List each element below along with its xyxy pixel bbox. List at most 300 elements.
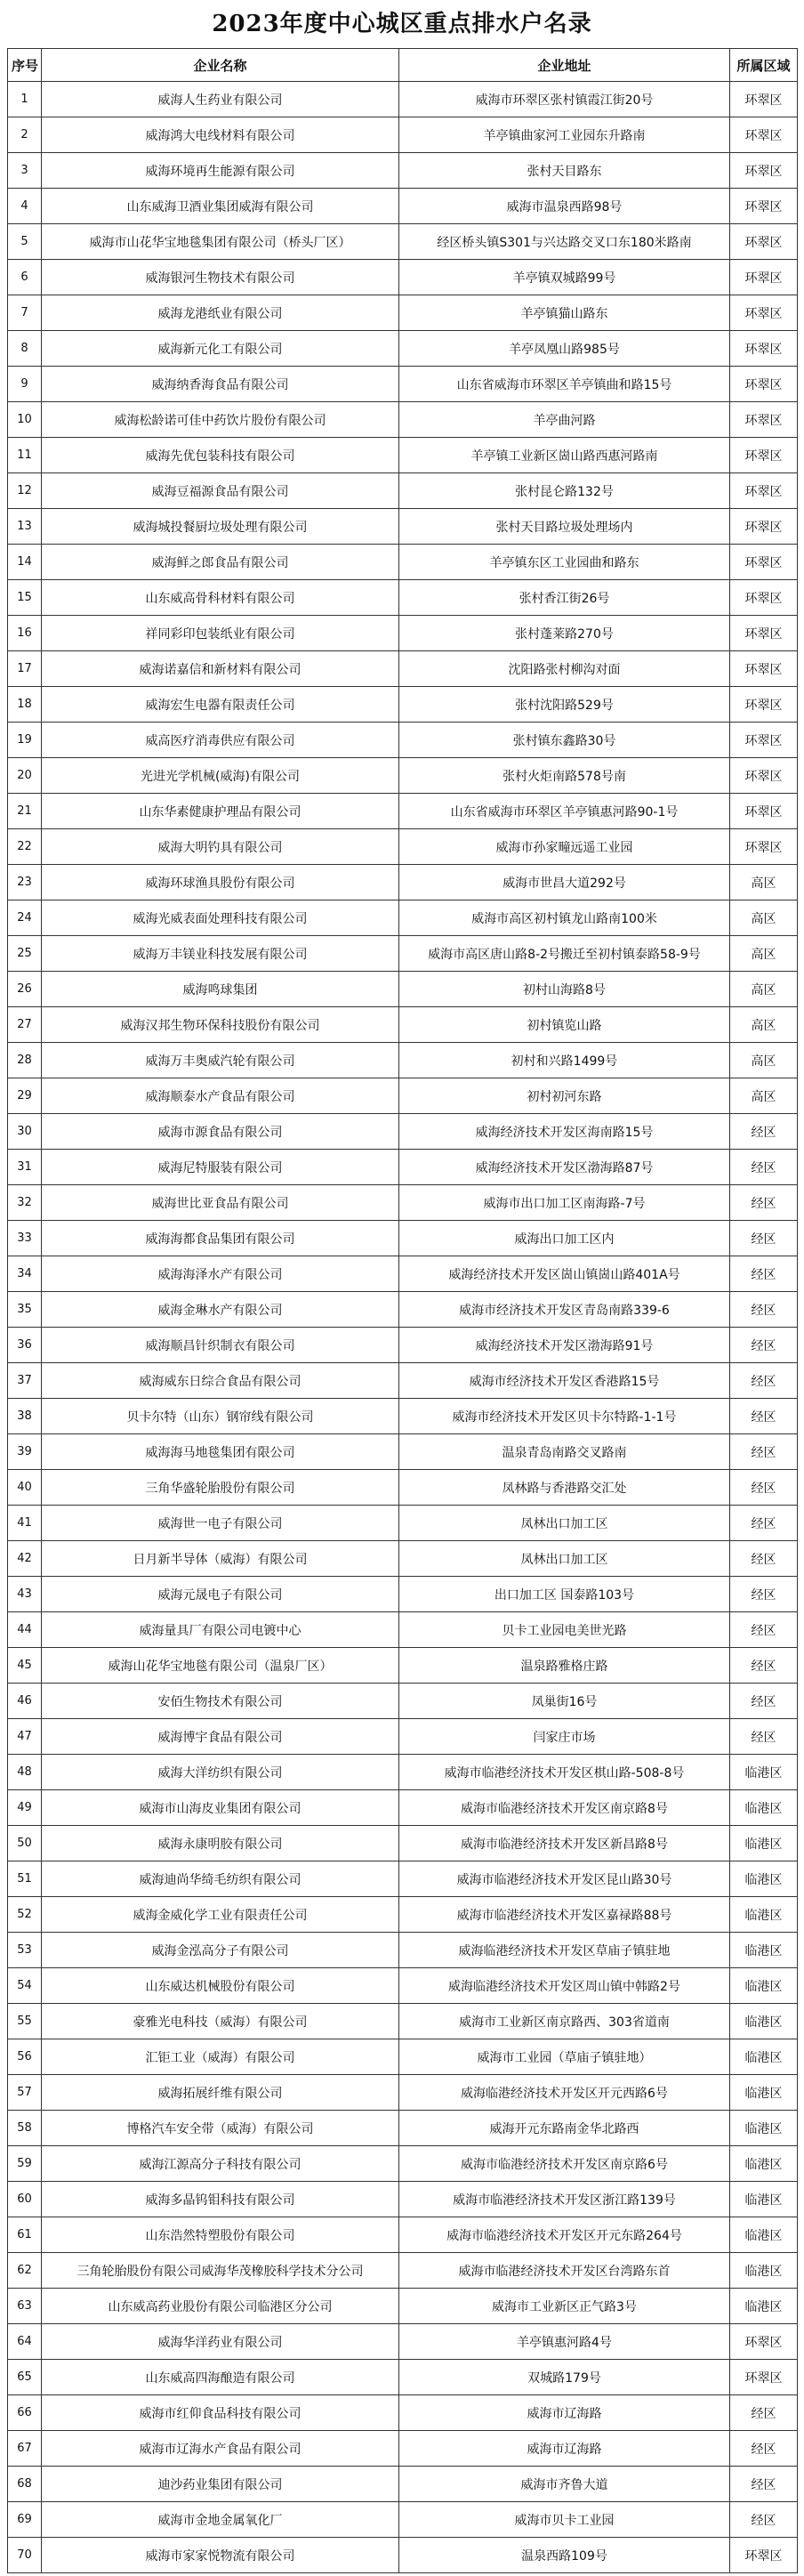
row-address: 羊亭凤凰山路985号 [399,331,730,367]
row-address: 威海市临港经济技术开发区南京路8号 [399,1790,730,1826]
row-district: 环翠区 [730,367,798,402]
row-address: 初村和兴路1499号 [399,1043,730,1078]
row-address: 张村天目路东 [399,153,730,189]
row-company-name: 威海市山花华宝地毯集团有限公司（桥头厂区） [42,224,399,260]
row-seq: 45 [8,1648,42,1684]
row-address: 威海市临港经济技术开发区新昌路8号 [399,1826,730,1861]
row-district: 经区 [730,1399,798,1434]
row-seq: 68 [8,2467,42,2502]
row-seq: 23 [8,865,42,900]
row-seq: 48 [8,1755,42,1790]
row-seq: 50 [8,1826,42,1861]
row-seq: 1 [8,82,42,117]
row-seq: 7 [8,295,42,331]
row-address: 威海市工业园（草庙子镇驻地） [399,2039,730,2075]
row-seq: 67 [8,2431,42,2467]
table-row [8,402,798,438]
row-company-name: 威海金琳水产有限公司 [42,1292,399,1328]
row-company-name: 日月新半导体（威海）有限公司 [42,1541,399,1577]
table-row [8,936,798,972]
row-seq: 37 [8,1363,42,1399]
row-company-name: 威海先优包装科技有限公司 [42,438,399,473]
table-row [8,2182,798,2217]
table-row [8,1150,798,1185]
row-address: 威海经济技术开发区渤海路87号 [399,1150,730,1185]
row-seq: 29 [8,1078,42,1114]
row-company-name: 威海市源食品有限公司 [42,1114,399,1150]
row-company-name: 威高医疗消毒供应有限公司 [42,723,399,758]
table-row [8,1719,798,1755]
row-seq: 13 [8,509,42,545]
row-company-name: 威海市金地金属氧化厂 [42,2502,399,2538]
row-seq: 65 [8,2360,42,2395]
row-address: 羊亭曲河路 [399,402,730,438]
row-company-name: 山东威高骨科材料有限公司 [42,580,399,616]
row-address: 温泉路雅格庄路 [399,1648,730,1684]
row-address: 张村香江街26号 [399,580,730,616]
row-company-name: 威海顺昌针织制衣有限公司 [42,1328,399,1363]
row-address: 威海市环翠区张村镇霞江街20号 [399,82,730,117]
row-district: 高区 [730,1078,798,1114]
table-row [8,1861,798,1897]
table-row [8,1007,798,1043]
row-address: 威海经济技术开发区海南路15号 [399,1114,730,1150]
table-row [8,1577,798,1612]
table-row [8,1968,798,2004]
row-company-name: 威海山花华宝地毯有限公司（温泉厂区） [42,1648,399,1684]
row-company-name: 威海鲜之郎食品有限公司 [42,545,399,580]
table-row [8,2039,798,2075]
row-seq: 33 [8,1221,42,1256]
row-seq: 31 [8,1150,42,1185]
table-row [8,1897,798,1933]
table-row [8,189,798,224]
row-address: 经区桥头镇S301与兴达路交叉口东180米路南 [399,224,730,260]
row-address: 威海临港经济技术开发区开元西路6号 [399,2075,730,2111]
table-row [8,1790,798,1826]
row-address: 威海市临港经济技术开发区台湾路东首 [399,2253,730,2289]
table-body [8,82,798,2573]
row-seq: 56 [8,2039,42,2075]
row-address: 威海市临港经济技术开发区南京路6号 [399,2146,730,2182]
row-district: 经区 [730,1150,798,1185]
table-row [8,224,798,260]
row-district: 环翠区 [730,545,798,580]
row-address: 初村初河东路 [399,1078,730,1114]
row-company-name: 威海市家家悦物流有限公司 [42,2538,399,2573]
row-company-name: 威海城投餐厨垃圾处理有限公司 [42,509,399,545]
table-row [8,829,798,865]
row-district: 经区 [730,1470,798,1506]
row-company-name: 光进光学机械(威海)有限公司 [42,758,399,794]
row-district: 经区 [730,1221,798,1256]
row-seq: 57 [8,2075,42,2111]
row-address: 威海市临港经济技术开发区昆山路30号 [399,1861,730,1897]
row-company-name: 威海尼特服装有限公司 [42,1150,399,1185]
row-district: 环翠区 [730,2538,798,2573]
row-seq: 53 [8,1933,42,1968]
row-address: 初村山海路8号 [399,972,730,1007]
row-seq: 6 [8,260,42,295]
table-row [8,2538,798,2573]
table-row [8,2431,798,2467]
table-row [8,1826,798,1861]
row-company-name: 威海豆福源食品有限公司 [42,473,399,509]
table-row [8,117,798,153]
row-seq: 3 [8,153,42,189]
row-district: 高区 [730,1043,798,1078]
row-company-name: 威海永康明胶有限公司 [42,1826,399,1861]
row-company-name: 威海汉邦生物环保科技股份有限公司 [42,1007,399,1043]
row-seq: 46 [8,1684,42,1719]
row-address: 出口加工区 国泰路103号 [399,1577,730,1612]
table-row [8,545,798,580]
row-seq: 55 [8,2004,42,2039]
row-address: 贝卡工业园电美世光路 [399,1612,730,1648]
row-seq: 19 [8,723,42,758]
row-address: 山东省威海市环翠区羊亭镇曲和路15号 [399,367,730,402]
row-district: 环翠区 [730,509,798,545]
row-address: 羊亭镇东区工业园曲和路东 [399,545,730,580]
row-district: 临港区 [730,1755,798,1790]
row-district: 临港区 [730,2289,798,2324]
row-seq: 38 [8,1399,42,1434]
table-row [8,2253,798,2289]
table-row [8,1185,798,1221]
row-address: 威海市经济技术开发区贝卡尔特路-1-1号 [399,1399,730,1434]
table-row [8,2217,798,2253]
row-company-name: 威海世一电子有限公司 [42,1506,399,1541]
table-row [8,331,798,367]
row-company-name: 威海大明钓具有限公司 [42,829,399,865]
row-district: 环翠区 [730,580,798,616]
row-address: 威海市辽海路 [399,2431,730,2467]
row-district: 经区 [730,1648,798,1684]
row-company-name: 威海光威表面处理科技有限公司 [42,900,399,936]
row-seq: 34 [8,1256,42,1292]
row-address: 凤林出口加工区 [399,1506,730,1541]
row-seq: 41 [8,1506,42,1541]
row-company-name: 威海龙港纸业有限公司 [42,295,399,331]
table-row [8,1470,798,1506]
table-row [8,651,798,687]
row-address: 凤巢街16号 [399,1684,730,1719]
row-seq: 42 [8,1541,42,1577]
row-seq: 32 [8,1185,42,1221]
row-seq: 69 [8,2502,42,2538]
row-seq: 27 [8,1007,42,1043]
table-row [8,1541,798,1577]
table-row [8,1328,798,1363]
row-district: 临港区 [730,1826,798,1861]
row-seq: 10 [8,402,42,438]
row-address: 威海市临港经济技术开发区嘉禄路88号 [399,1897,730,1933]
row-seq: 40 [8,1470,42,1506]
row-address: 羊亭镇曲家河工业园东升路南 [399,117,730,153]
row-district: 临港区 [730,1968,798,2004]
row-company-name: 威海市红仰食品科技有限公司 [42,2395,399,2431]
row-seq: 20 [8,758,42,794]
row-address: 威海市齐鲁大道 [399,2467,730,2502]
row-seq: 2 [8,117,42,153]
table-row [8,972,798,1007]
row-company-name: 威海宏生电器有限责任公司 [42,687,399,723]
row-company-name: 贝卡尔特（山东）钢帘线有限公司 [42,1399,399,1434]
row-seq: 59 [8,2146,42,2182]
row-district: 环翠区 [730,117,798,153]
row-seq: 16 [8,616,42,651]
row-district: 高区 [730,900,798,936]
row-address: 威海市临港经济技术开发区开元东路264号 [399,2217,730,2253]
row-district: 经区 [730,1256,798,1292]
row-seq: 18 [8,687,42,723]
row-company-name: 威海海马地毯集团有限公司 [42,1434,399,1470]
row-address: 张村沈阳路529号 [399,687,730,723]
table-row [8,580,798,616]
row-seq: 17 [8,651,42,687]
row-seq: 26 [8,972,42,1007]
row-district: 环翠区 [730,153,798,189]
row-address: 闫家庄市场 [399,1719,730,1755]
table-row [8,2075,798,2111]
row-district: 经区 [730,1328,798,1363]
table-row [8,687,798,723]
row-company-name: 威海鸿大电线材料有限公司 [42,117,399,153]
row-district: 高区 [730,936,798,972]
row-address: 威海市高区唐山路8-2号搬迁至初村镇泰路58-9号 [399,936,730,972]
table-row [8,1684,798,1719]
row-address: 张村天目路垃圾处理场内 [399,509,730,545]
row-address: 威海市孙家疃远遥工业园 [399,829,730,865]
row-district: 临港区 [730,2253,798,2289]
row-seq: 28 [8,1043,42,1078]
row-company-name: 山东威达机械股份有限公司 [42,1968,399,2004]
row-district: 临港区 [730,2004,798,2039]
row-seq: 60 [8,2182,42,2217]
row-company-name: 威海金威化学工业有限责任公司 [42,1897,399,1933]
row-district: 临港区 [730,2075,798,2111]
row-seq: 63 [8,2289,42,2324]
table-row [8,1114,798,1150]
row-district: 经区 [730,2467,798,2502]
row-company-name: 威海市山海皮业集团有限公司 [42,1790,399,1826]
row-company-name: 威海鸣球集团 [42,972,399,1007]
row-address: 威海经济技术开发区崮山镇崮山路401A号 [399,1256,730,1292]
row-company-name: 山东威海卫酒业集团威海有限公司 [42,189,399,224]
row-seq: 47 [8,1719,42,1755]
table-row [8,723,798,758]
table-row [8,1292,798,1328]
row-district: 环翠区 [730,758,798,794]
row-district: 临港区 [730,1790,798,1826]
row-district: 环翠区 [730,331,798,367]
table-row [8,1256,798,1292]
row-company-name: 威海市辽海水产食品有限公司 [42,2431,399,2467]
row-address: 威海出口加工区内 [399,1221,730,1256]
row-district: 环翠区 [730,189,798,224]
row-company-name: 威海世比亚食品有限公司 [42,1185,399,1221]
row-district: 临港区 [730,2111,798,2146]
row-district: 环翠区 [730,651,798,687]
row-company-name: 威海大洋纺织有限公司 [42,1755,399,1790]
table-row [8,367,798,402]
row-district: 经区 [730,1719,798,1755]
table-row [8,1078,798,1114]
table-row [8,1043,798,1078]
row-address: 威海市工业新区正气路3号 [399,2289,730,2324]
table-row [8,865,798,900]
row-district: 环翠区 [730,687,798,723]
row-address: 张村火炬南路578号南 [399,758,730,794]
row-seq: 49 [8,1790,42,1826]
row-address: 温泉青岛南路交叉路南 [399,1434,730,1470]
row-district: 临港区 [730,2039,798,2075]
row-company-name: 山东浩然特塑股份有限公司 [42,2217,399,2253]
row-district: 环翠区 [730,829,798,865]
row-address: 双城路179号 [399,2360,730,2395]
table-row [8,900,798,936]
row-district: 经区 [730,1292,798,1328]
row-district: 环翠区 [730,616,798,651]
row-company-name: 威海量具厂有限公司电镀中心 [42,1612,399,1648]
row-district: 临港区 [730,2182,798,2217]
row-seq: 5 [8,224,42,260]
row-address: 威海市工业新区南京路西、303省道南 [399,2004,730,2039]
row-district: 经区 [730,1114,798,1150]
table-row [8,1434,798,1470]
row-district: 经区 [730,1434,798,1470]
row-company-name: 威海纳香海食品有限公司 [42,367,399,402]
row-district: 环翠区 [730,402,798,438]
row-company-name: 威海新元化工有限公司 [42,331,399,367]
table-row [8,2395,798,2431]
row-seq: 9 [8,367,42,402]
row-district: 经区 [730,1577,798,1612]
row-address: 沈阳路张村柳沟对面 [399,651,730,687]
row-address: 温泉西路109号 [399,2538,730,2573]
row-company-name: 祥同彩印包装纸业有限公司 [42,616,399,651]
row-address: 羊亭镇双城路99号 [399,260,730,295]
table-row [8,1612,798,1648]
row-seq: 4 [8,189,42,224]
row-address: 山东省威海市环翠区羊亭镇惠河路90-1号 [399,794,730,829]
row-company-name: 威海江源高分子科技有限公司 [42,2146,399,2182]
row-company-name: 威海万丰镁业科技发展有限公司 [42,936,399,972]
table-row [8,153,798,189]
row-district: 环翠区 [730,723,798,758]
table-row [8,1933,798,1968]
row-address: 张村蓬莱路270号 [399,616,730,651]
row-company-name: 威海环境再生能源有限公司 [42,153,399,189]
row-district: 环翠区 [730,794,798,829]
row-address: 威海市世昌大道292号 [399,865,730,900]
row-seq: 51 [8,1861,42,1897]
header-seq: 序号 [8,49,42,82]
row-district: 环翠区 [730,224,798,260]
row-seq: 54 [8,1968,42,2004]
row-company-name: 威海海都食品集团有限公司 [42,1221,399,1256]
row-seq: 43 [8,1577,42,1612]
row-seq: 66 [8,2395,42,2431]
row-address: 羊亭镇工业新区崮山路西惠河路南 [399,438,730,473]
row-district: 环翠区 [730,2324,798,2360]
table-row [8,2467,798,2502]
row-district: 经区 [730,2502,798,2538]
row-seq: 62 [8,2253,42,2289]
row-seq: 11 [8,438,42,473]
row-address: 张村镇东鑫路30号 [399,723,730,758]
table-row [8,2146,798,2182]
row-seq: 35 [8,1292,42,1328]
row-company-name: 威海金泓高分子有限公司 [42,1933,399,1968]
row-company-name: 三角华盛轮胎股份有限公司 [42,1470,399,1506]
row-company-name: 威海环球渔具股份有限公司 [42,865,399,900]
table-row [8,2111,798,2146]
row-seq: 8 [8,331,42,367]
row-seq: 21 [8,794,42,829]
row-company-name: 威海人生药业有限公司 [42,82,399,117]
row-company-name: 威海海泽水产有限公司 [42,1256,399,1292]
table-row [8,295,798,331]
row-company-name: 山东威高药业股份有限公司临港区分公司 [42,2289,399,2324]
row-district: 高区 [730,865,798,900]
table-row [8,2360,798,2395]
row-address: 威海开元东路南金华北路西 [399,2111,730,2146]
row-address: 威海市临港经济技术开发区棋山路-508-8号 [399,1755,730,1790]
row-district: 环翠区 [730,2360,798,2395]
row-seq: 36 [8,1328,42,1363]
row-address: 威海临港经济技术开发区周山镇中韩路2号 [399,1968,730,2004]
row-address: 威海市温泉西路98号 [399,189,730,224]
row-seq: 61 [8,2217,42,2253]
row-address: 威海市高区初村镇龙山路南100米 [399,900,730,936]
row-seq: 30 [8,1114,42,1150]
table-row [8,82,798,117]
table-row [8,1221,798,1256]
table-row [8,473,798,509]
row-district: 经区 [730,1506,798,1541]
row-address: 羊亭镇惠河路4号 [399,2324,730,2360]
table-row [8,2289,798,2324]
row-district: 高区 [730,1007,798,1043]
row-district: 经区 [730,1363,798,1399]
row-address: 威海临港经济技术开发区草庙子镇驻地 [399,1933,730,1968]
drainage-table [7,48,798,2573]
table-row [8,758,798,794]
row-address: 威海市临港经济技术开发区浙江路139号 [399,2182,730,2217]
row-address: 威海市经济技术开发区香港路15号 [399,1363,730,1399]
table-row [8,2502,798,2538]
row-district: 经区 [730,2431,798,2467]
row-company-name: 威海拓展纤维有限公司 [42,2075,399,2111]
row-company-name: 威海万丰奥威汽轮有限公司 [42,1043,399,1078]
row-seq: 14 [8,545,42,580]
row-company-name: 威海银河生物技术有限公司 [42,260,399,295]
row-company-name: 山东华素健康护理品有限公司 [42,794,399,829]
row-address: 威海市贝卡工业园 [399,2502,730,2538]
row-district: 经区 [730,1541,798,1577]
table-row [8,1506,798,1541]
table-header-row [8,49,798,82]
row-address: 初村镇览山路 [399,1007,730,1043]
table-row [8,794,798,829]
row-district: 临港区 [730,1861,798,1897]
row-district: 环翠区 [730,473,798,509]
row-district: 环翠区 [730,295,798,331]
row-address: 威海市辽海路 [399,2395,730,2431]
row-seq: 25 [8,936,42,972]
row-district: 高区 [730,972,798,1007]
